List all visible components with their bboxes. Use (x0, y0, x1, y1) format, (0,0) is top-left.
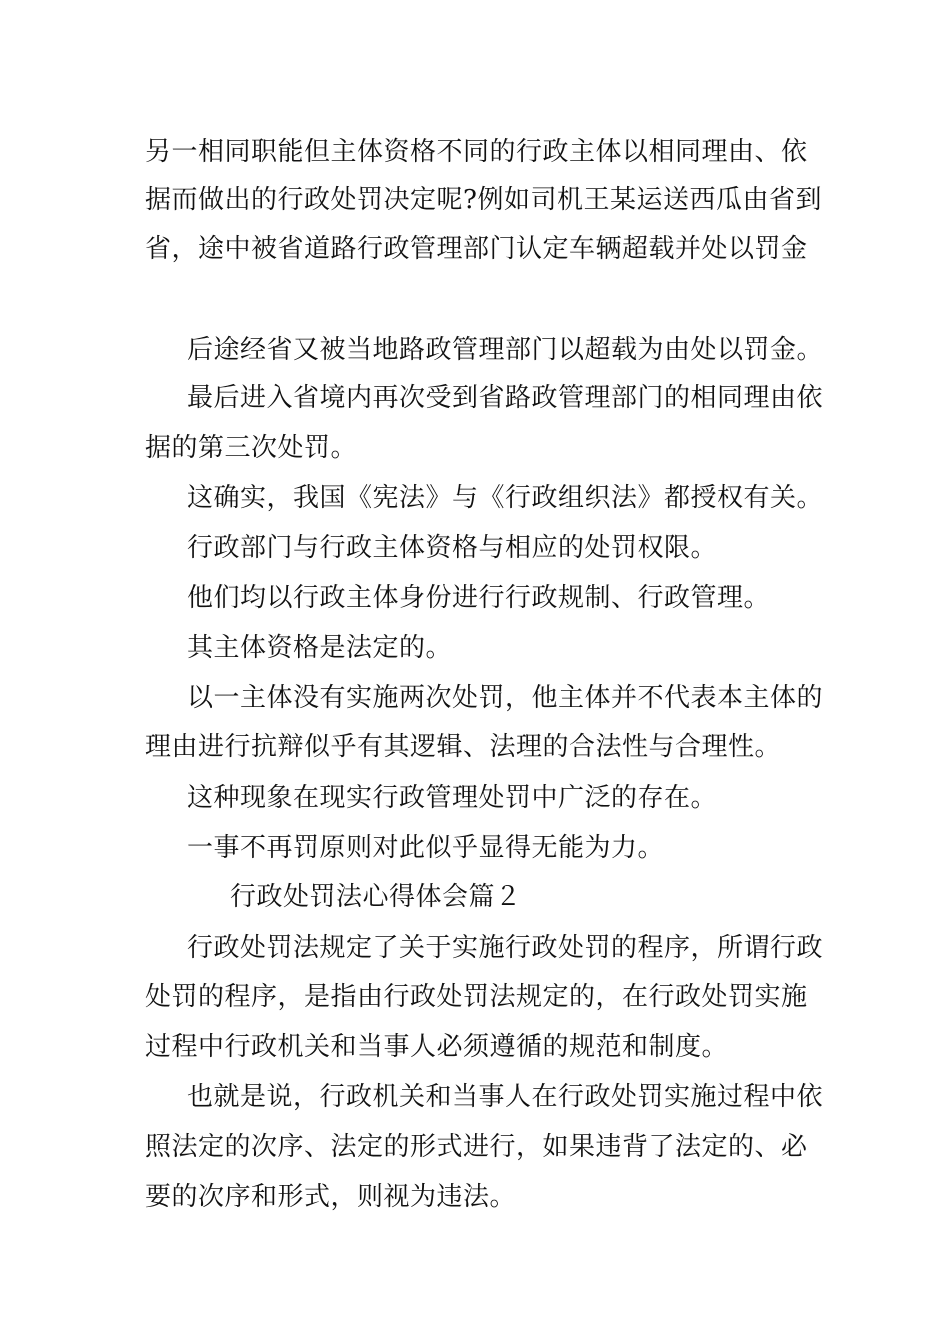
paragraph-line: 处罚的程序，是指由行政处罚法规定的，在行政处罚实施 (145, 982, 808, 1012)
paragraph-line: 这种现象在现实行政管理处罚中广泛的存在。 (187, 783, 718, 813)
paragraph-line: 照法定的次序、法定的形式进行，如果违背了法定的、必 (145, 1132, 808, 1162)
paragraph-line: 行政处罚法规定了关于实施行政处罚的程序，所谓行政 (187, 933, 824, 963)
paragraph-line: 据的第三次处罚。 (145, 433, 358, 463)
paragraph-line: 省，途中被省道路行政管理部门认定车辆超载并处以罚金 (145, 234, 808, 264)
paragraph-line: 理由进行抗辩似乎有其逻辑、法理的合法性与合理性。 (145, 732, 782, 762)
paragraph-line: 也就是说，行政机关和当事人在行政处罚实施过程中依 (187, 1082, 824, 1112)
paragraph-line: 这确实，我国《宪法》与《行政组织法》都授权有关。 (187, 483, 824, 513)
paragraph-line: 最后进入省境内再次受到省路政管理部门的相同理由依 (187, 383, 824, 413)
section-heading: 行政处罚法心得体会篇２ (230, 882, 522, 912)
paragraph-line: 要的次序和形式，则视为违法。 (145, 1182, 517, 1212)
paragraph-line: 后途经省又被当地路政管理部门以超载为由处以罚金。 (187, 335, 824, 365)
paragraph-line: 另一相同职能但主体资格不同的行政主体以相同理由、依 (145, 137, 808, 167)
paragraph-line: 行政部门与行政主体资格与相应的处罚权限。 (187, 533, 718, 563)
paragraph-line: 他们均以行政主体身份进行行政规制、行政管理。 (187, 583, 771, 613)
paragraph-line: 其主体资格是法定的。 (187, 633, 453, 663)
paragraph-line: 过程中行政机关和当事人必须遵循的规范和制度。 (145, 1032, 729, 1062)
paragraph-line: 据而做出的行政处罚决定呢?例如司机王某运送西瓜由省到 (145, 185, 822, 215)
paragraph-line: 一事不再罚原则对此似乎显得无能为力。 (187, 833, 665, 863)
paragraph-line: 以一主体没有实施两次处罚，他主体并不代表本主体的 (187, 683, 824, 713)
